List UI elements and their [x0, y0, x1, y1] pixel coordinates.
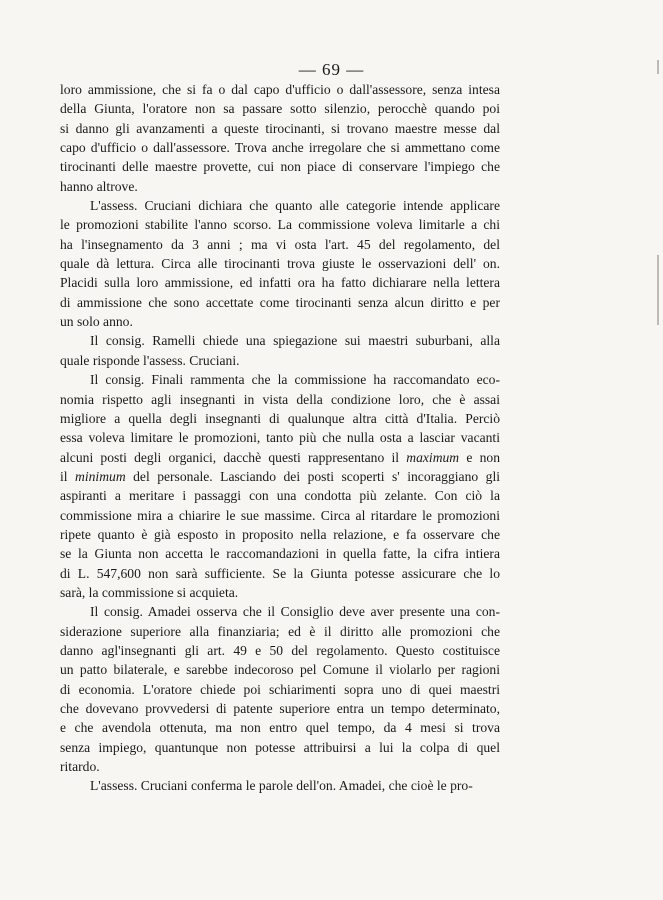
text-line: hanno altrove. [60, 178, 138, 194]
text-line: L'assess. Cruciani dichiara che quanto alle categorie intende applicare [90, 198, 500, 214]
text-line: Il consig. Ramelli chiede una spiegazione sui maestri suburbani, alla [90, 333, 500, 349]
text-line: loro ammissione, che si fa o dal capo d'ufficio o dall'assessore, senza intesa [60, 82, 500, 97]
text-line: un solo anno. [60, 314, 133, 330]
text-line: quale dà lettura. Circa alle tirocinanti trova giuste le osservazioni dell' on. [60, 256, 500, 272]
text-line: se la Giunta non accetta le raccomandazioni in quella fatte, la cifra intiera [60, 546, 500, 562]
text-line: si danno gli avanzamenti a queste tirocinanti, si trovano maestre messe dal [60, 120, 500, 136]
text-line: della Giunta, l'oratore non sa passare sotto silenzio, perocchè quando poi [60, 101, 500, 117]
paragraph [60, 776, 500, 795]
text-line: ritardo. [60, 759, 100, 775]
text-line: Il consig. Finali rammenta che la commissione ha raccomandato eco- [90, 372, 500, 388]
text-line: ripete quanto è già esposto in proposito nella relazione, e fa osservare che [60, 526, 500, 542]
paragraph [60, 196, 500, 331]
text-line: L'assess. Cruciani conferma le parole dell'on. Amadei, che cioè le pro- [90, 778, 473, 794]
text-line: di L. 547,600 non sarà sufficiente. Se la Giunta potesse assicurare che lo [60, 565, 500, 581]
text-line: essa voleva limitare le promozioni, tanto più che nulla osta a lasciar vacanti [60, 430, 500, 446]
text-line: di ammissione che sono accettate come tirocinanti senza alcun diritto e per [60, 294, 500, 310]
text-line: alcuni posti degli organici, dacchè questi rappresentano il maximum e non [60, 449, 500, 465]
text-line: che dovevano provvedersi di patente superiore entra un tempo determinato, [60, 701, 500, 716]
text-line: quale risponde l'assess. Cruciani. [60, 352, 240, 368]
text-line: tirocinanti delle maestre provette, cui non piace di conservare l'impiego che [60, 159, 500, 175]
text-line: ha l'insegnamento da 3 anni ; ma vi osta l'art. 45 del regolamento, del [60, 236, 500, 252]
paragraph [60, 331, 500, 370]
page-number: — 69 — [298, 60, 365, 79]
margin-scan-mark [657, 60, 659, 74]
paragraph [60, 370, 500, 602]
text-line: danno agl'insegnanti gli art. 49 e 50 del regolamento. Questo costituisce [60, 642, 500, 658]
text-line: commissione mira a chiarire le sue massime. Circa al ritardare le promozioni [60, 507, 500, 523]
body-text [60, 80, 500, 796]
text-line: Il consig. Amadei osserva che il Consiglio deve aver presente una con- [90, 604, 500, 620]
text-line: siderazione superiore alla finanziaria; ed è il diritto alle promozioni che [60, 623, 500, 639]
text-line: senza impiego, quantunque non potesse attribuirsi a lui la colpa di quel [60, 739, 500, 755]
text-line: Placidi sulla loro ammissione, ed infatti ora ha fatto dichiarare nella lettera [60, 275, 500, 291]
text-line: di economia. L'oratore chiede poi schiarimenti sopra uno di quei maestri [60, 681, 500, 697]
text-line: migliore a quella degli insegnanti di qualunque altra città d'Italia. Perciò [60, 410, 500, 426]
margin-scan-mark [657, 255, 659, 325]
text-line: un patto bilaterale, e sarebbe indecoroso pel Comune il violarlo per ragioni [60, 662, 500, 678]
text-line: aspiranti a meritare i passaggi con una condotta più zelante. Con ciò la [60, 488, 500, 504]
text-line: capo d'ufficio o dall'assessore. Trova anche irregolare che si ammettano come [60, 140, 500, 156]
text-line: le promozioni stabilite l'anno scorso. La commissione voleva limitarle a chi [60, 217, 500, 233]
text-line: il minimum del personale. Lasciando dei posti scoperti s' incoraggiano gli [60, 468, 500, 484]
text-line: nomia rispetto agli insegnanti in vista della condizione loro, che è assai [60, 391, 500, 407]
text-line: sarà, la commissione si acquieta. [60, 584, 239, 600]
paragraph [60, 80, 500, 196]
paragraph [60, 602, 500, 776]
text-line: e che avendola ottenuta, ma non entro quel tempo, da 4 mesi si trova [60, 720, 500, 736]
